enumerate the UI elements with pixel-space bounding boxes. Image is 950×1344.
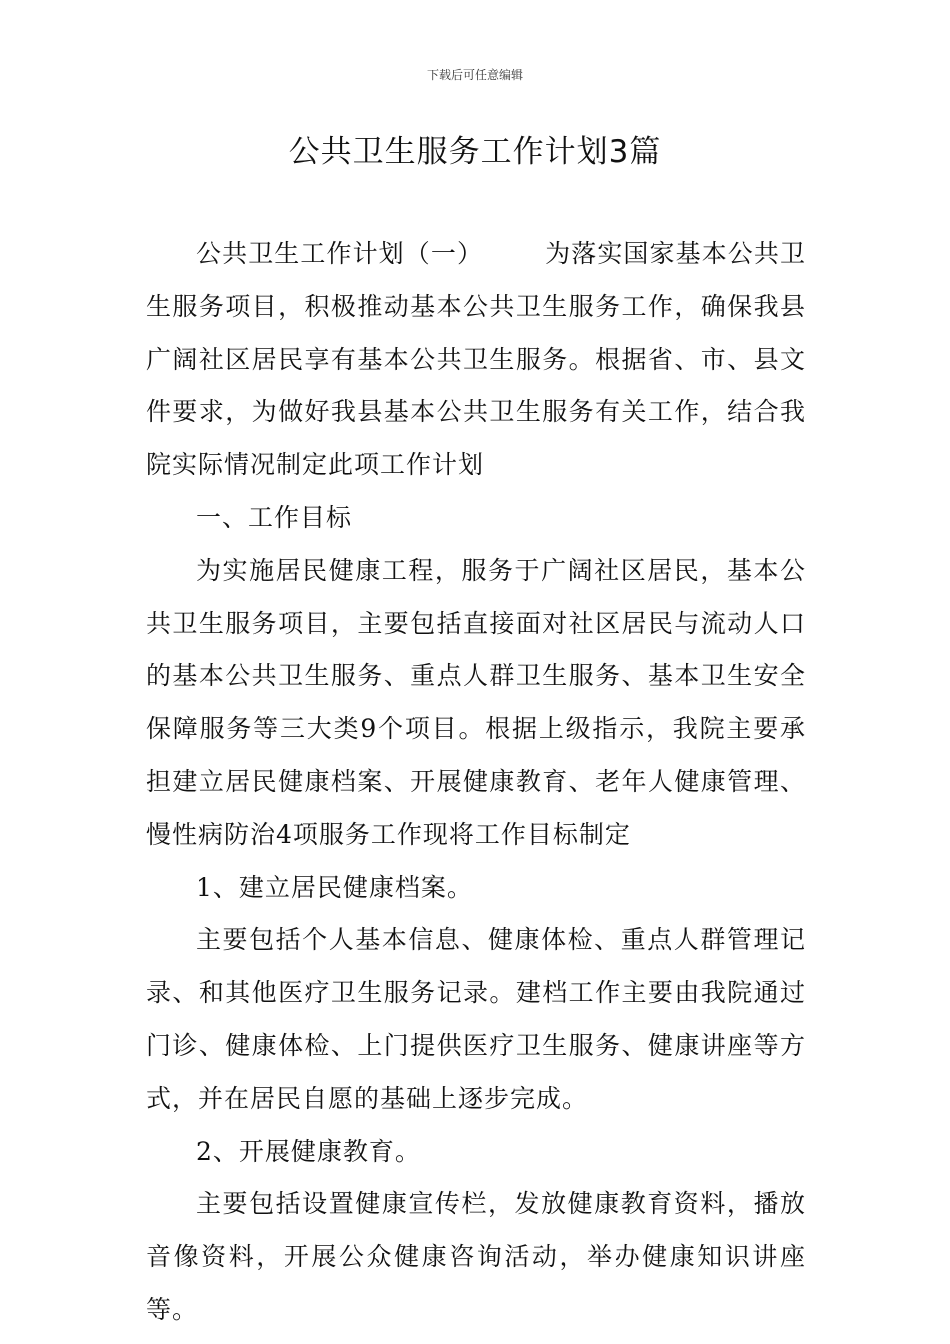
item-heading-health-education: 2、开展健康教育。 xyxy=(196,1136,421,1166)
paragraph-goals-description: 为实施居民健康工程，服务于广阔社区居民，基本公共卫生服务项目，主要包括直接面对社区居民与流动人口的基本公共卫生服务、重点人群卫生服务、基本卫生安全保障服务等三大类9个项目。根据上级指示，我院主要承担建立居民健康档案、开展健康教育、老年人健康管理、慢性病防治4项服务工作现将工作目标制定 xyxy=(146,555,806,849)
document-body xyxy=(146,228,806,1337)
intro-label: 公共卫生工作计划（一） xyxy=(196,239,484,268)
intro-paragraph xyxy=(146,228,806,492)
item-heading-health-records: 1、建立居民健康档案。 xyxy=(196,872,473,902)
header-note: 下载后可任意编辑 xyxy=(426,68,523,82)
section-heading-goals: 一、工作目标 xyxy=(196,502,353,532)
document-title: 公共卫生服务工作计划3篇 xyxy=(288,134,662,170)
paragraph-health-education: 主要包括设置健康宣传栏，发放健康教育资料，播放音像资料，开展公众健康咨询活动，举办健康知识讲座等。 xyxy=(146,1189,806,1324)
intro-text: 为落实国家基本公共卫生服务项目，积极推动基本公共卫生服务工作，确保我县广阔社区居民享有基本公共卫生服务。根据省、市、县文件要求，为做好我县基本公共卫生服务有关工作，结合我院实际情况制定此项工作计划 xyxy=(146,239,806,480)
paragraph-health-records: 主要包括个人基本信息、健康体检、重点人群管理记录、和其他医疗卫生服务记录。建档工作主要由我院通过门诊、健康体检、上门提供医疗卫生服务、健康讲座等方式，并在居民自愿的基础上逐步完成。 xyxy=(146,925,806,1113)
